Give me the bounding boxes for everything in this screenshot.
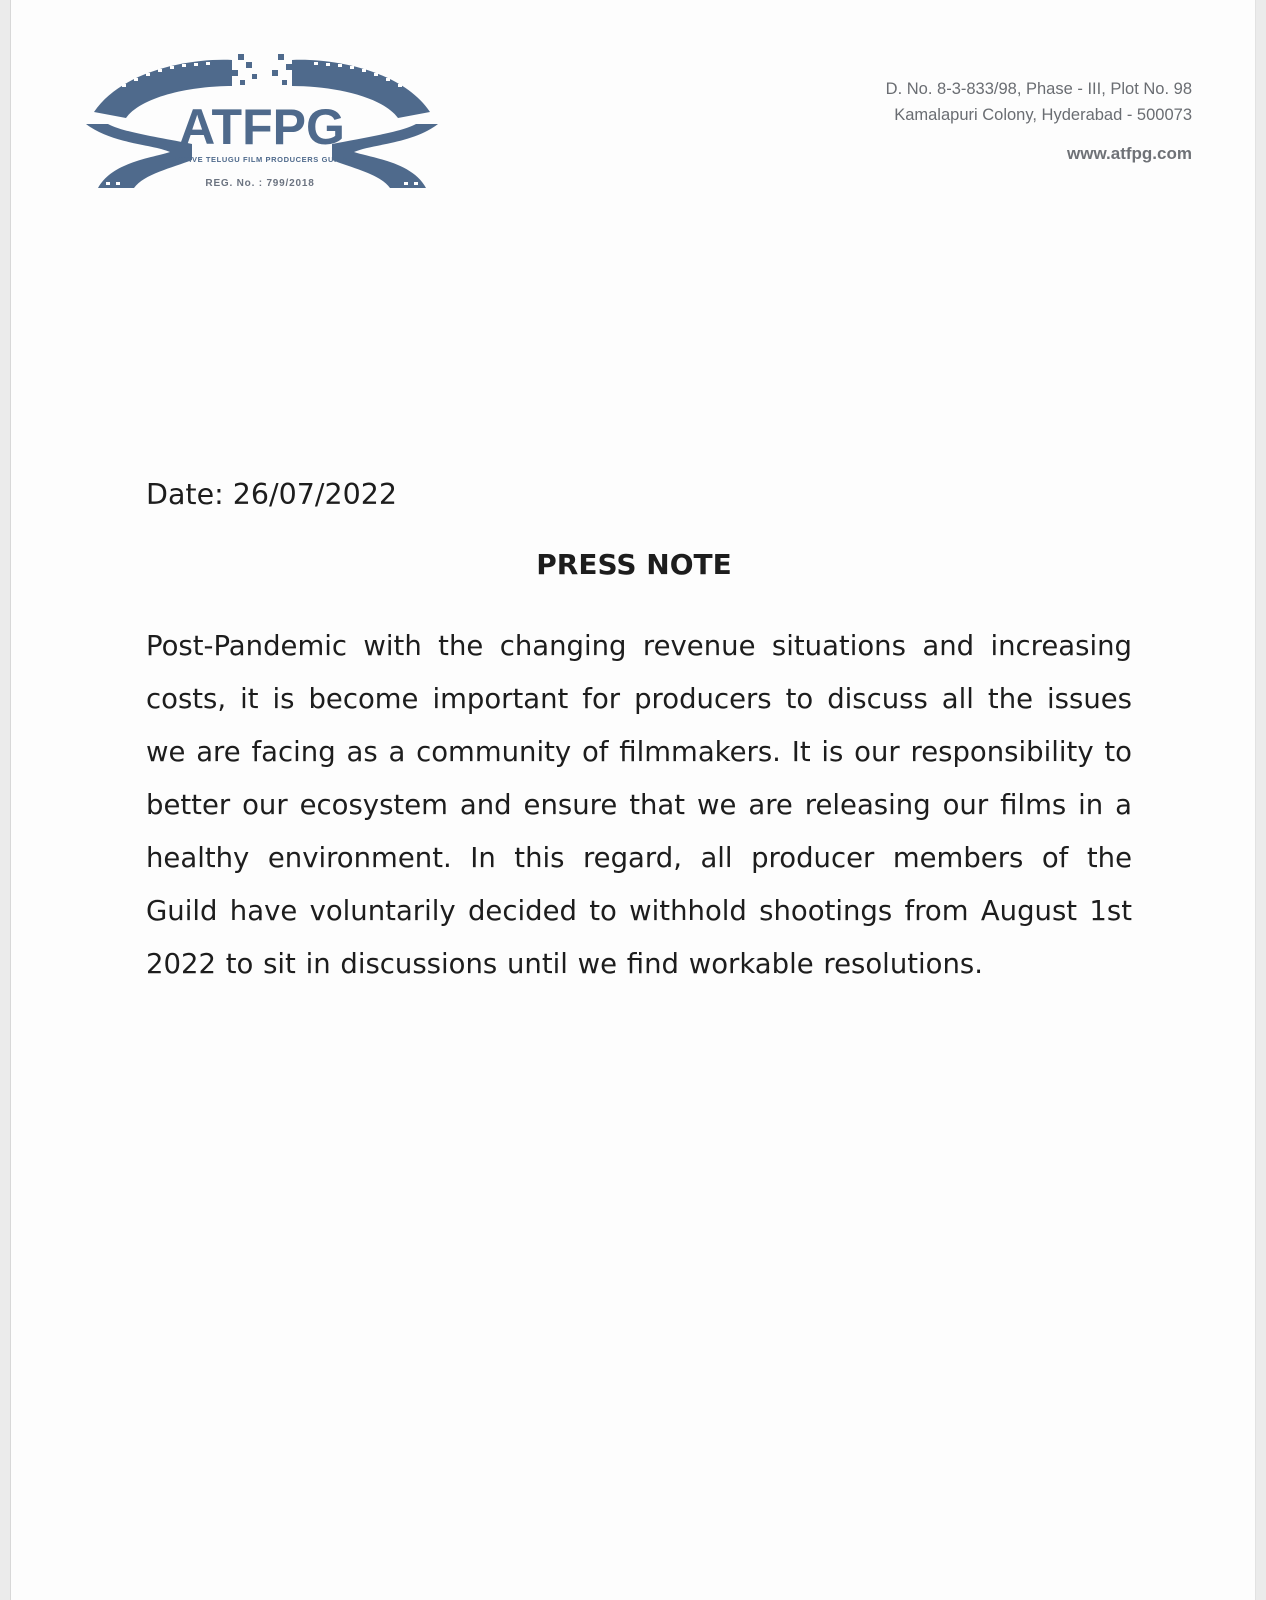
atfpg-logo — [82, 40, 442, 200]
address-line-1: D. No. 8-3-833/98, Phase - III, Plot No. 98 — [885, 80, 1192, 98]
document-date: Date: 26/07/2022 — [146, 478, 398, 511]
document-page — [10, 0, 1256, 1600]
svg-text:ATFPG: ATFPG — [179, 99, 345, 155]
svg-text:ACTIVE TELUGU FILM PRODUCERS G: ACTIVE TELUGU FILM PRODUCERS GUILD — [172, 155, 348, 164]
letterhead-website: www.atfpg.com — [1067, 144, 1192, 163]
pixel-squares — [232, 54, 301, 85]
document-title-text: PRESS NOTE — [536, 548, 732, 581]
letterhead-address — [886, 76, 1192, 128]
document-title — [10, 548, 1256, 581]
address-line-2: Kamalapuri Colony, Hyderabad - 500073 — [894, 106, 1192, 124]
svg-text:REG. No. : 799/2018: REG. No. : 799/2018 — [205, 178, 315, 189]
document-body: Post-Pandemic with the changing revenue situations and increasing costs, it is become important for producers to discuss all the issues we are facing as a community of filmmakers. It is our responsibility to better our ecosystem and ensure that we are releasing our films in a healthy environment. In this regard, all producer members of the Guild have voluntarily decided to withhold shootings from August 1st 2022 to sit in discussions until we find workable resolutions. — [146, 630, 1132, 980]
